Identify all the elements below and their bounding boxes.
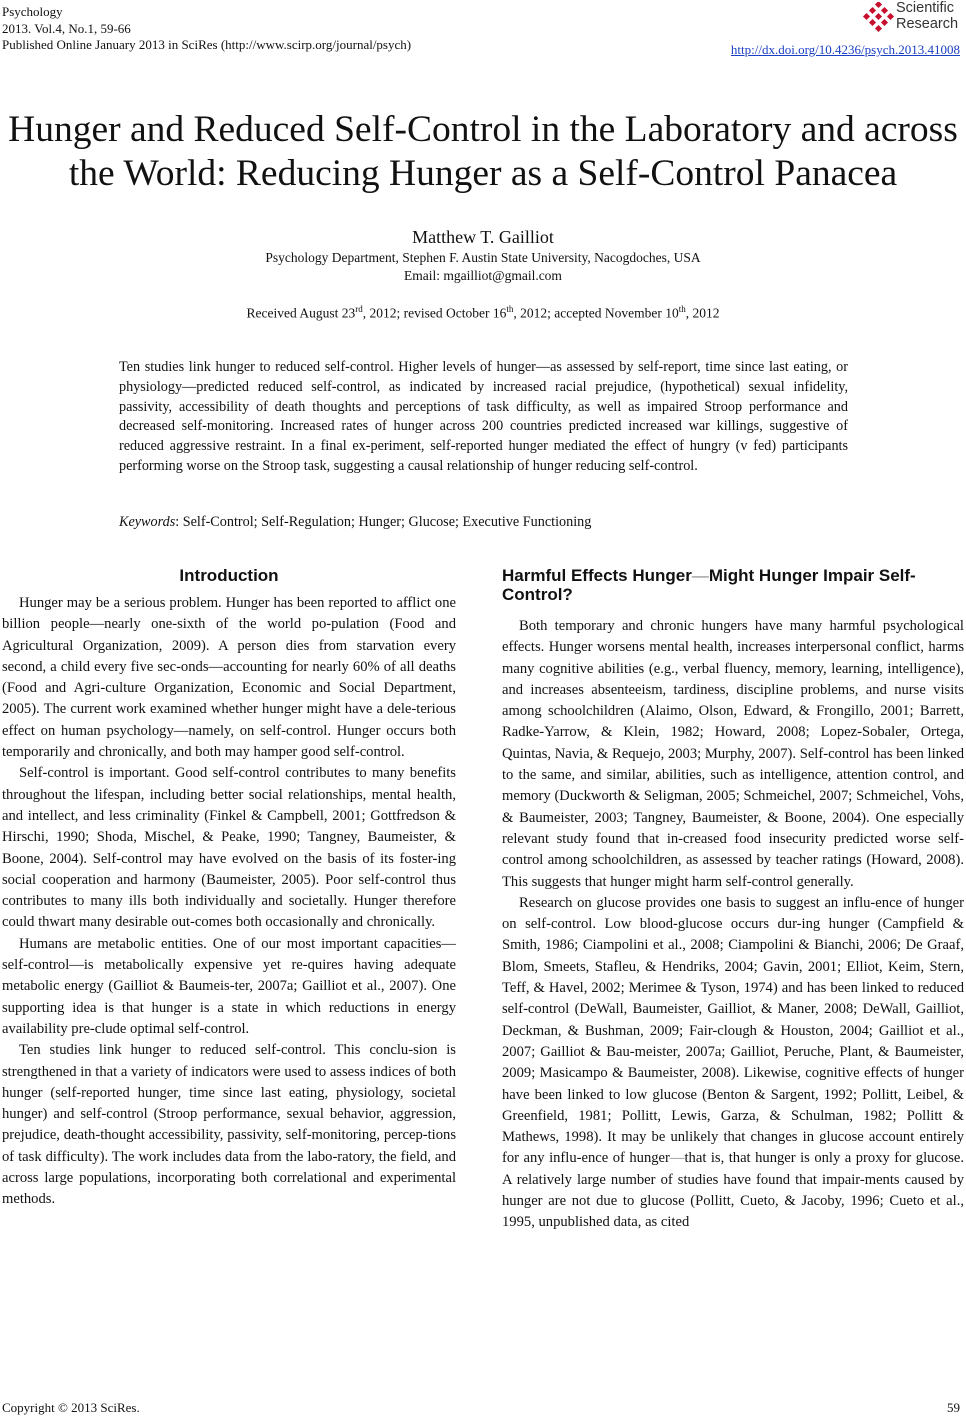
section-heading-introduction: Introduction [179, 566, 279, 585]
title-line-2: the World: Reducing Hunger as a Self-Control Panacea [68, 153, 898, 194]
harmful-paragraph-part: Research on glucose provides one basis to suggest an influ-ence of hunger on self-control. Low blood-glucose occurs dur-ing hunger (Campfield & Smith, 1986; Ciampolini et al., 2008; Ciampolini & Bianchi, 2006; De Graaf, Blom, Smeets, Stafleu, & Hendriks, 2004; Gavin, 2001; Elliot, Keim, Stern, Teff, & Havel, 2002; Merimee & Tyson, 1974) and has been linked to reduced self-control (DeWall, Baumeister, Gailliot, & Maner, 2008; DeWall, Gailliot, Deckman, & Bushman, 2009; Fair-clough & Houston, 2004; Gailliot et al., 2007; Gailliot & Bau-meister, 2007a; Gailliot, Peruche, Plant, & Baumeister, 2009; Masicampo & Baumeister, 2008). Likewise, cognitive effects of hunger have been linked to low glucose (Benton & Sargent, 1992; Pollitt, Leibel, & Greenfield, 1981; Pollitt, Lewis, Garza, & Schulman, 1982; Pollitt & Mathews, 1998). It may be unlikely that changes in glucose account entirely for any influ-ence of hunger [502, 894, 964, 1167]
intro-paragraph: Humans are metabolic entities. One of our most important capacities—self-control—is metabolically expensive yet re-quires having adequate metabolic energy (Gailliot & Baumeis-ter, 2007a; Gailliot et al., 2007). One supporting idea is that hunger is a state in which reductions in energy availability pre-clude optimal self-control. [2, 935, 456, 1037]
received-text: Received August 23 [246, 305, 356, 321]
abstract: Ten studies link hunger to reduced self-control. Higher levels of hunger—as assessed by self-report, time since last eating, or physiology—predicted reduced self-control, as indicated by increased racial prejudice, (hypothetical) sexual infidelity, passivity, accessibility of death thoughts and perceptions of task difficulty, as well as impaired Stroop performance and decreased self-monitoring. Increased rates of hunger across 200 countries predicted increased war killings, suggestive of reduced aggressive restraint. In a final ex-periment, self-reported hunger mediated the effect of hungry (v fed) participants performing worse on the Stroop task, suggesting a causal relationship of hunger reducing self-control. [119, 359, 848, 474]
intro-paragraph: Self-control is important. Good self-control contributes to many benefits throughout the lifespan, including better social relationships, mental health, and intellect, and less criminality (Finkel & Campbell, 2001; Gottfredson & Hirschi, 1990; Shoda, Mischel, & Peake, 1990; Tangney, Baumeister, & Boone, 2004). Self-control may have evolved on the basis of its foster-ing social cooperation and harmony (Baumeister, 2005). Poor self-control thus contributes to many ills both individually and societally. Hunger therefore could thwart many desirable out-comes both occasionally and chronically. [2, 765, 456, 931]
keywords-label: Keywords [119, 514, 176, 530]
journal-header [2, 4, 411, 54]
keywords [119, 514, 591, 531]
harmful-paragraph-part: that is, that hunger is only a proxy for glucose. A relatively large number of studies have found that impair-ments caused by hunger are not due to glucose (Pollitt, Cueto, & Jacoby, 1996; Cueto et al., 1995, unpublished data, as cited [502, 1150, 965, 1231]
paper-title [0, 108, 966, 196]
received-suffix: rd [355, 304, 363, 314]
accepted-text: , 2012; accepted November 10 [513, 305, 679, 321]
scientific-research-logo [862, 0, 962, 36]
page-footer [2, 1400, 960, 1416]
section-heading-harmful-effects [502, 566, 964, 604]
author-name: Matthew T. Gailliot [412, 227, 554, 247]
heading-dash: — [691, 566, 709, 585]
doi-link[interactable]: http://dx.doi.org/10.4236/psych.2013.41008 [730, 42, 960, 57]
year-text: , 2012 [685, 305, 720, 321]
inline-dash: — [669, 1150, 685, 1167]
heading-part-a: Harmful Effects Hunger [502, 566, 692, 585]
heading-part-b: Might Hunger Impair Self-Control? [502, 566, 916, 604]
intro-paragraph: Hunger may be a serious problem. Hunger has been reported to afflict one billion people—nearly one-sixth of the world po-pulation (Food and Agricultural Organization, 2009). A person dies from starvation every second, a child every five sec-onds—accounting for nearly 60% of all deaths (Food and Agri-culture Organization, Economic and Social Department, 2005). The current work examined whether hunger might have a dele-terious effect on human psychology—namely, on self-control. Hunger occurs both temporarily and chronically, and both may hamper good self-control. [2, 595, 456, 761]
logo-diamond-icon [862, 2, 896, 32]
left-column [2, 566, 456, 1211]
logo-text-research: Research [896, 16, 959, 32]
right-column [502, 566, 964, 1234]
harmful-paragraph [502, 893, 964, 1234]
harmful-paragraph: Both temporary and chronic hungers have many harmful psychological effects. Hunger worsens mental health, increases interpersonal conflict, harms many cognitive abilities (e.g., verbal fluency, memory, learning, intelligence), and increases absenteeism, tardiness, discipline problems, and nurse visits among schoolchildren (Alaimo, Olson, Edward, & Frongillo, 2001; Barrett, Radke-Yarrow, & Klein, 1982; Howard, 2008; Lopez-Sobaler, Ortega, Quintas, Navia, & Requejo, 2003; Murphy, 2007). Self-control has been linked to the same, and similar, abilities, such as intelligence, attention control, and memory (Duckworth & Seligman, 2005; Schmeichel, 2007; Schmeichel, Vohs, & Baumeister, 2003; Tangney, Baumeister, & Boone, 2004). One especially relevant study found that in-creased food insecurity predicted worse self-control among schoolchildren, as assessed by teacher ratings (Howard, 2008). This suggests that hunger might harm self-control generally. [502, 618, 964, 890]
revised-suffix: th [506, 304, 514, 314]
accepted-suffix: th [678, 304, 686, 314]
title-line-1: Hunger and Reduced Self-Control in the Laboratory and across [8, 109, 958, 150]
logo-text-scientific: Scientific [896, 0, 955, 16]
journal-name: Psychology [2, 4, 63, 19]
keywords-list: : Self-Control; Self-Regulation; Hunger; Glucose; Executive Functioning [175, 514, 592, 530]
author-email: Email: mgailliot@gmail.com [404, 268, 562, 283]
revised-text: , 2012; revised October 16 [362, 305, 507, 321]
copyright: Copyright © 2013 SciRes. [2, 1400, 140, 1415]
page-number: 59 [947, 1400, 960, 1415]
received-dates [0, 304, 966, 322]
volume-info: 2013. Vol.4, No.1, 59-66 [2, 20, 131, 36]
publication-info: Published Online January 2013 in SciRes (http://www.scirp.org/journal/psych) [2, 37, 412, 52]
author-affiliation: Psychology Department, Stephen F. Austin State University, Nacogdoches, USA [265, 250, 701, 265]
intro-paragraph: Ten studies link hunger to reduced self-control. This conclu-sion is strengthened in that a variety of indicators were used to assess indices of both hunger (self-reported hunger, time since last eating, physiology, societal hunger) and self-control (Stroop performance, sexual behavior, aggression, prejudice, death-thought accessibility, passivity, self-monitoring, percep-tions of task difficulty). The work includes data from the labo-ratory, the field, and across large populations, incorporating both correlational and experimental methods. [2, 1042, 456, 1208]
